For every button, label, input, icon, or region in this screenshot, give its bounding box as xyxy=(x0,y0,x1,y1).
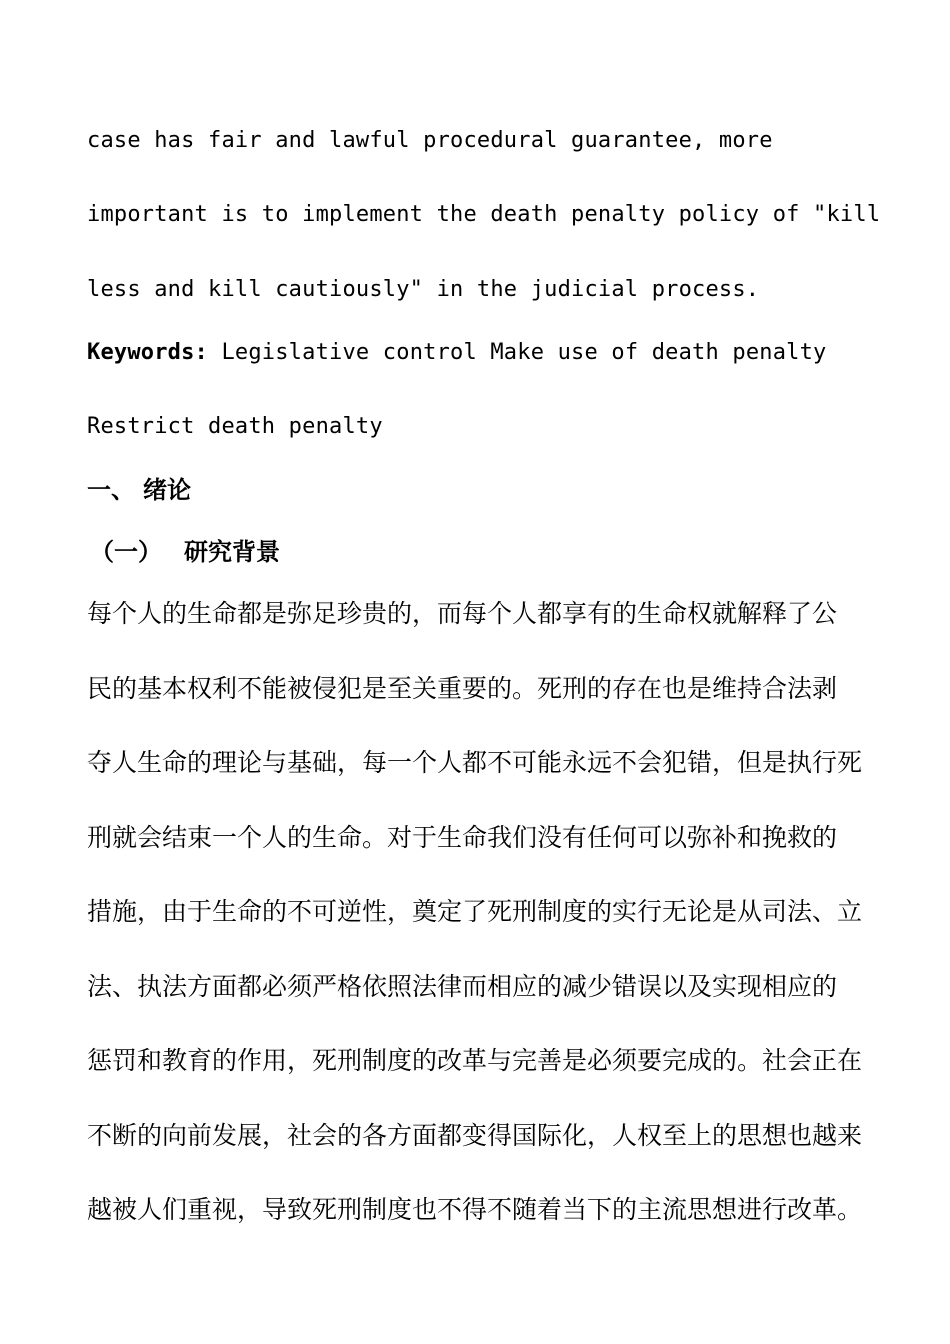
section-number: 一、 xyxy=(87,476,135,504)
body-line: 越被人们重视，导致死刑制度也不得不随着当下的主流思想进行改革。 xyxy=(87,1195,863,1224)
body-line: 民的基本权利不能被侵犯是至关重要的。死刑的存在也是维持合法剥 xyxy=(87,674,838,703)
abstract-line: less and kill cautiously" in the judicial process. xyxy=(87,277,760,302)
keywords-text: Legislative control Make use of death penalty xyxy=(208,340,827,365)
body-line: 惩罚和教育的作用，死刑制度的改革与完善是必须要完成的。社会正在 xyxy=(87,1046,863,1075)
body-line: 不断的向前发展，社会的各方面都变得国际化，人权至上的思想也越来 xyxy=(87,1121,863,1150)
body-line: 法、执法方面都必须严格依照法律而相应的减少错误以及实现相应的 xyxy=(87,972,838,1001)
keywords-line xyxy=(87,338,827,368)
keywords-continuation: Restrict death penalty xyxy=(87,414,383,439)
body-line: 刑就会结束一个人的生命。对于生命我们没有任何可以弥补和挽救的 xyxy=(87,823,838,852)
body-line: 夺人生命的理论与基础，每一个人都不可能永远不会犯错，但是执行死 xyxy=(87,748,863,777)
keywords-label: Keywords: xyxy=(87,340,209,365)
abstract-line: important is to implement the death penalty policy of "kill xyxy=(87,202,881,227)
section-title: 绪论 xyxy=(143,476,191,504)
body-line: 措施，由于生命的不可逆性，奠定了死刑制度的实行无论是从司法、立 xyxy=(87,897,863,926)
section-heading xyxy=(87,474,191,506)
subsection-heading xyxy=(90,536,280,568)
body-line: 每个人的生命都是弥足珍贵的，而每个人都享有的生命权就解释了公 xyxy=(87,599,838,628)
subsection-number: （一） xyxy=(90,538,162,566)
abstract-line: case has fair and lawful procedural guarantee, more xyxy=(87,128,773,153)
subsection-title: 研究背景 xyxy=(184,538,280,566)
